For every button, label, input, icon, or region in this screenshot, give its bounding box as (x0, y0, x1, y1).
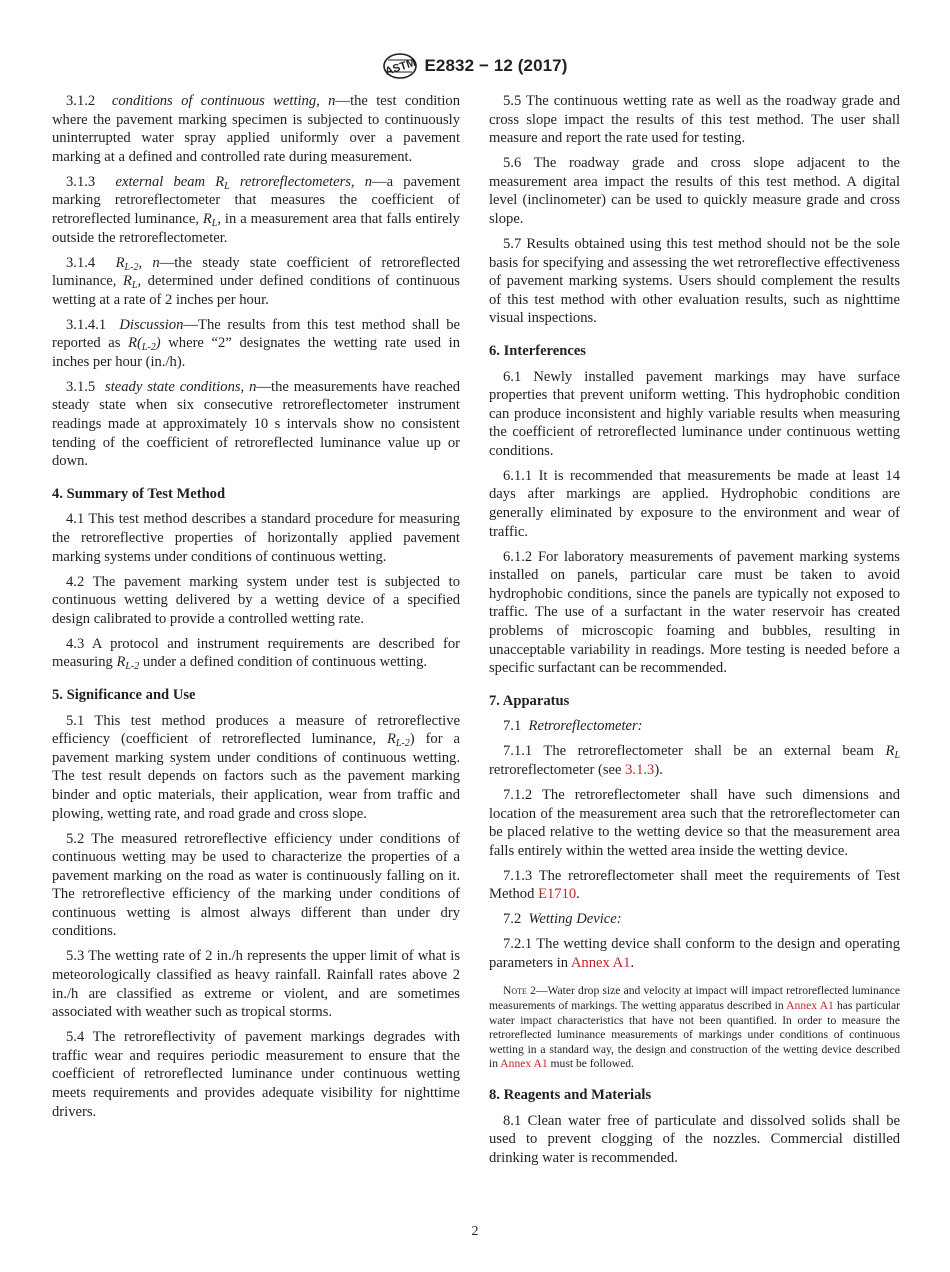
paragraph-5-5: 5.5 The continuous wetting rate as well as the roadway grade and cross slope impact the results of this test method. The user shall measure and report the rate used for testing. (489, 93, 900, 147)
paragraph-3-1-5: 3.1.5 steady state conditions, n—the measurements have reached steady state when six consecutive retroreflectometer instrument readings made at approximately 10 s intervals show no consistent tending of the coefficient of retroreflected luminance value up or down. (52, 378, 461, 470)
paragraph-4-1: 4.1 This test method describes a standard procedure for measuring the retroreflective properties of horizontally applied pavement marking systems under conditions of continuous wetting. (52, 511, 460, 565)
paragraph-3-1-3: 3.1.3 external beam $R_L$ retroreflectometers, n—a pavement marking retroreflectometer that measures the coefficient of retroreflected luminance, $R_L$, in a measurement area that falls entirely outside the retroreflectometer. (52, 173, 461, 246)
section-heading-6: 6. Interferences (489, 342, 586, 359)
paragraph-7-1-1: 7.1.1 The retroreflectometer shall be an external beam $R_L$ retroreflectometer (see 3.1.3). (489, 743, 900, 778)
page-number: 2 (471, 1224, 479, 1239)
section-heading-8: 8. Reagents and Materials (489, 1087, 652, 1104)
paragraph-4-3: 4.3 A protocol and instrument requirements are described for measuring $R_{L-2}$ under a defined condition of continuous wetting. (52, 635, 460, 673)
paragraph-7-1-3: 7.1.3 The retroreflectometer shall meet the requirements of Test Method E1710. (489, 867, 900, 903)
section-heading-7: 7. Apparatus (489, 692, 570, 709)
paragraph-7-1: 7.1 Retroreflectometer: (503, 718, 643, 735)
right-column (489, 92, 900, 1174)
paragraph-7-2-1: 7.2.1 The wetting device shall conform to the design and operating parameters in Annex A1. (489, 936, 900, 971)
paragraph-3-1-2: 3.1.2 conditions of continuous wetting, n—the test condition where the pavement marking specimen is subjected to continuously uninterrupted water spray applied uniformly over a pavement marking at a defined and controlled rate during measurement. (52, 93, 460, 165)
link-annex-a1-note-2[interactable]: Annex A1 (500, 1057, 548, 1071)
paragraph-6-1-1: 6.1.1 It is recommended that measurements be made at least 14 days after markings are applied. Hydrophobic conditions are generally eliminated by exposure to the environment and wear of traffic. (489, 467, 900, 540)
link-annex-a1-note-1[interactable]: Annex A1 (786, 999, 834, 1013)
astm-logo-icon (382, 52, 418, 85)
paragraph-3-1-4: 3.1.4 $R_{L-2}$, n—the steady state coefficient of retroreflected luminance, $R_L$, determined under defined conditions of continuous wetting at a rate of 2 inches per hour. (52, 254, 461, 308)
paragraph-4-2: 4.2 The pavement marking system under test is subjected to continuous wetting delivered by a wetting device of a specified design calibrated to provide a controlled wetting rate. (52, 573, 460, 627)
link-3-1-3[interactable]: 3.1.3 (625, 761, 655, 778)
paragraph-7-1-2: 7.1.2 The retroreflectometer shall have such dimensions and location of the measurement area such that the retroreflectometer can be placed relative to the wetting device so that the measurement area falls entirely within the wetted area inside the wetting device. (489, 786, 900, 859)
link-annex-a1[interactable]: Annex A1 (570, 954, 631, 971)
section-heading-5: 5. Significance and Use (52, 686, 196, 703)
page-header (0, 52, 950, 85)
paragraph-8-1: 8.1 Clean water free of particulate and dissolved solids shall be used to prevent clogging of the nozzles. Commercial distilled drinking water is recommended. (489, 1112, 900, 1166)
note-2: Note 2—Water drop size and velocity at impact will impact retroreflected luminance measurements of markings. The wetting apparatus described in Annex A1 has particular water impact characteristics that have not been quantified. In order to measure the retroreflected luminance measurements of markings under conditions of continuous wetting in a standard way, the design and construction of the wetting device described in Annex A1 must be followed. (489, 984, 900, 1071)
paragraph-5-3: 5.3 The wetting rate of 2 in./h represents the upper limit of what is meteorologically classified as heavy rainfall. Rainfall rates above 2 in./h are classified as extreme or violent, and are sometimes associated with weather such as tropical storms. (52, 948, 460, 1021)
paragraph-5-1: 5.1 This test method produces a measure of retroreflective efficiency (coefficient of retroreflected luminance, $R_{L-2}$) for a pavement marking system under conditions of continuous wetting. The test result depends on factors such as the pavement marking binder and optic materials, their application, wear from traffic and plowing, wetting rate, and road grade and cross slope. (52, 712, 461, 822)
paragraph-5-7: 5.7 Results obtained using this test method should not be the sole basis for specifying and assessing the wet retroreflective effectiveness of pavement marking systems. Users should complement the results of this test method with other evaluation results, such as nighttime visual inspections. (489, 235, 900, 327)
left-column (52, 92, 460, 1128)
paragraph-3-1-4-1: 3.1.4.1 Discussion—The results from this test method shall be reported as $R(_{L-2})$ where “2” designates the wetting rate used in inches per hour (in./h). (52, 316, 461, 370)
paragraph-5-6: 5.6 The roadway grade and cross slope adjacent to the measurement area impact the results of this test method. A digital level (inclinometer) can be used to quickly measure grade and cross slope. (489, 155, 900, 227)
paragraph-5-2: 5.2 The measured retroreflective efficiency under conditions of continuous wetting may be used to characterize the properties of a pavement marking on the road as water is continuously falling on it. The retroreflective efficiency of the marking under conditions of continuous wetting is almost always different than under dry conditions. (52, 830, 460, 940)
paragraph-5-4: 5.4 The retroreflectivity of pavement markings degrades with traffic wear and requires periodic measurement to ensure that the coefficient of retroreflected luminance under continuous wetting meets requirements and provides adequate visibility for nighttime drivers. (52, 1029, 460, 1120)
link-e1710[interactable]: E1710 (538, 886, 577, 903)
paragraph-6-1-2: 6.1.2 For laboratory measurements of pavement marking systems installed on panels, particular care must be taken to avoid hydrophobic conditions, since the panels are typically not exposed to traffic. The use of a surfactant in the water reservoir has created problems of microscopic foaming and bubbles, resulting in unacceptable variability in readings. More testing is needed before a specific surfactant can be recommended. (489, 548, 900, 677)
paragraph-7-2: 7.2 Wetting Device: (503, 911, 622, 928)
svg-text:ASTM: ASTM (384, 56, 418, 79)
document-designation: E2832 − 12 (2017) (424, 56, 568, 75)
section-heading-4: 4. Summary of Test Method (52, 485, 226, 502)
paragraph-6-1: 6.1 Newly installed pavement markings may have surface properties that prevent uniform wetting. This hydrophobic condition can produce inconsistent and highly variable results when measuring the coefficient of retroreflected luminance under continuous wetting conditions. (489, 368, 900, 459)
